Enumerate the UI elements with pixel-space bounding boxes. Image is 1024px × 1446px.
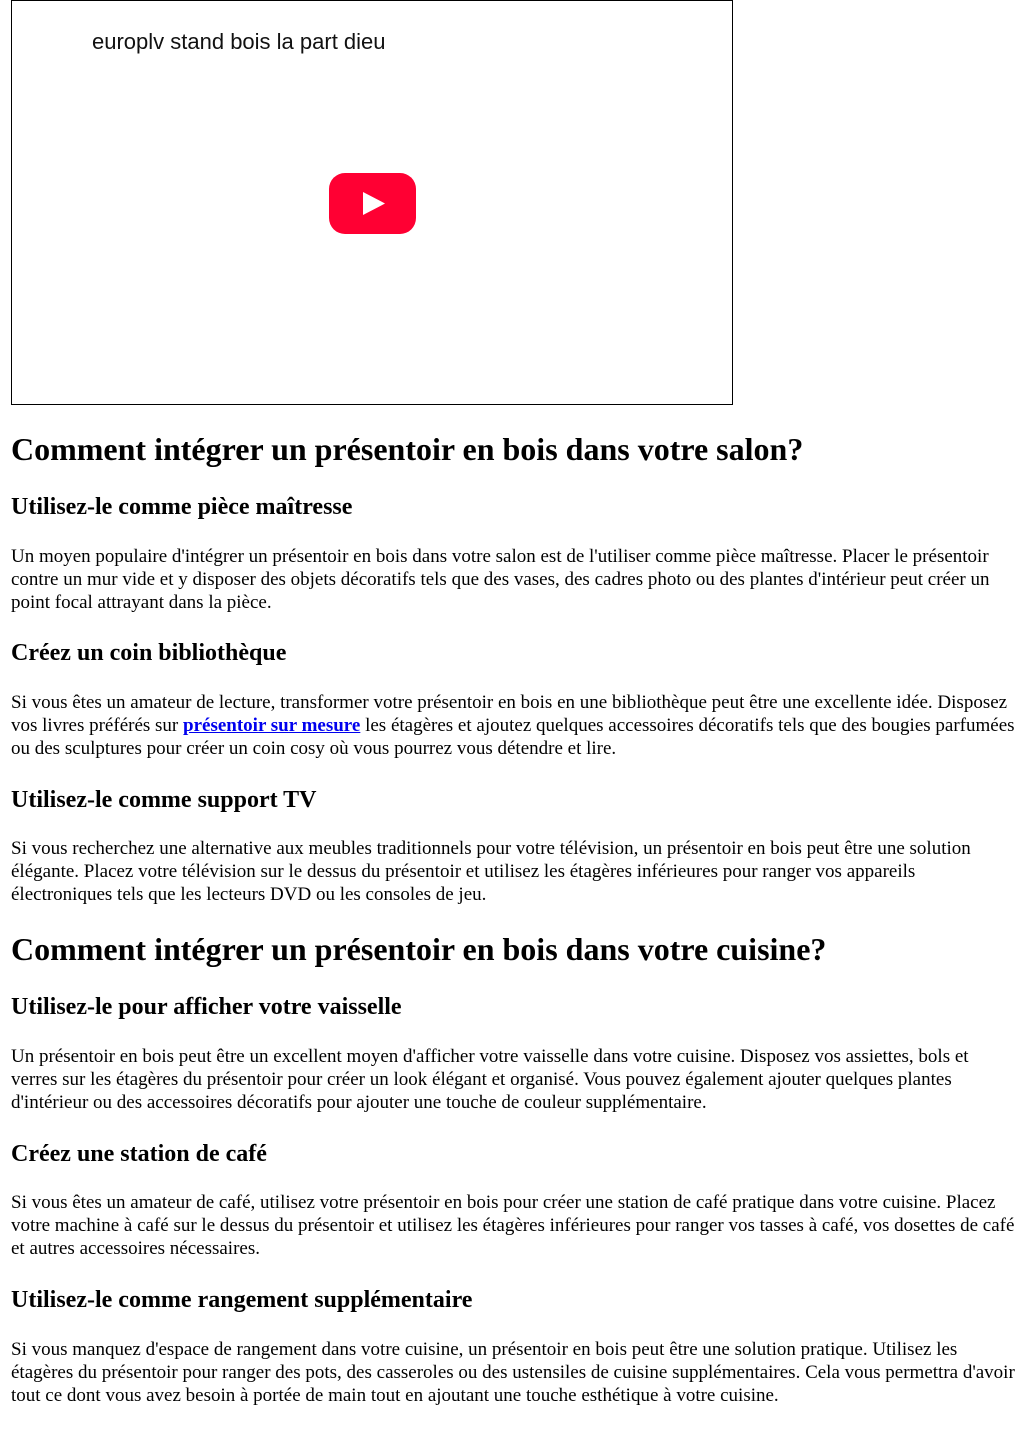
video-embed[interactable] (11, 0, 733, 405)
subheading-piece-maitresse: Utilisez-le comme pièce maîtresse (11, 494, 353, 520)
paragraph-vaisselle: Un présentoir en bois peut être un excellent moyen d'afficher votre vaisselle dans votre cuisine. Disposez vos assiettes, bols et verres sur les étagères du présentoir pour créer un look élégant et organisé. Vous pouvez également ajouter quelques plantes d'intérieur ou des accessoires décoratifs pour ajouter une touche de couleur supplémentaire. (11, 1046, 969, 1113)
paragraph-piece-maitresse: Un moyen populaire d'intégrer un présentoir en bois dans votre salon est de l'utiliser comme pièce maîtresse. Placer le présentoir contre un mur vide et y disposer des objets décoratifs tels que des vases, des cadres photo ou des plantes d'intérieur peut créer un point focal attrayant dans la pièce. (11, 546, 990, 613)
video-title[interactable]: europlv stand bois la part dieu (92, 29, 386, 54)
youtube-play-icon[interactable] (329, 173, 416, 234)
play-button-shape (329, 173, 416, 234)
section-heading-salon: Comment intégrer un présentoir en bois dans votre salon? (11, 431, 804, 467)
paragraph-rangement: Si vous manquez d'espace de rangement dans votre cuisine, un présentoir en bois peut être une solution pratique. Utilisez les étagères du présentoir pour ranger des pots, des casseroles ou des ustensiles de cuisine supplémentaires. Cela vous permettra d'avoir tout ce dont vous avez besoin à portée de main tout en ajoutant une touche esthétique à votre cuisine. (11, 1339, 1015, 1406)
subheading-rangement: Utilisez-le comme rangement supplémentaire (11, 1287, 473, 1313)
paragraph-support-tv: Si vous recherchez une alternative aux meubles traditionnels pour votre télévision, un présentoir en bois peut être une solution élégante. Placez votre télévision sur le dessus du présentoir et utilisez les étagères inférieures pour ranger vos appareils électroniques tels que les lecteurs DVD ou les consoles de jeu. (11, 838, 971, 905)
section-heading-cuisine: Comment intégrer un présentoir en bois dans votre cuisine? (11, 931, 827, 967)
presentoir-sur-mesure-link[interactable]: présentoir sur mesure (183, 715, 361, 736)
paragraph-text-after-link: les étagères et ajoutez quelques accessoires décoratifs tels que des bougies parfumées ou des sculptures pour créer un coin cosy où vous pourrez vous détendre et lire. (11, 715, 1015, 759)
paragraph-coin-bibliotheque (11, 691, 1015, 760)
subheading-station-cafe: Créez une station de café (11, 1141, 267, 1167)
subheading-support-tv: Utilisez-le comme support TV (11, 787, 317, 813)
paragraph-text-before-link: Si vous êtes un amateur de lecture, transformer votre présentoir en bois en une bibliothèque peut être une excellente idée. Disposez vos livres préférés sur (11, 692, 1008, 736)
subheading-coin-bibliotheque: Créez un coin bibliothèque (11, 640, 287, 666)
paragraph-station-cafe: Si vous êtes un amateur de café, utilisez votre présentoir en bois pour créer une station de café pratique dans votre cuisine. Placez votre machine à café sur le dessus du présentoir et utilisez les étagères inférieures pour ranger vos tasses à café, vos dosettes de café et autres accessoires nécessaires. (11, 1192, 1015, 1259)
subheading-vaisselle: Utilisez-le pour afficher votre vaisselle (11, 994, 402, 1020)
